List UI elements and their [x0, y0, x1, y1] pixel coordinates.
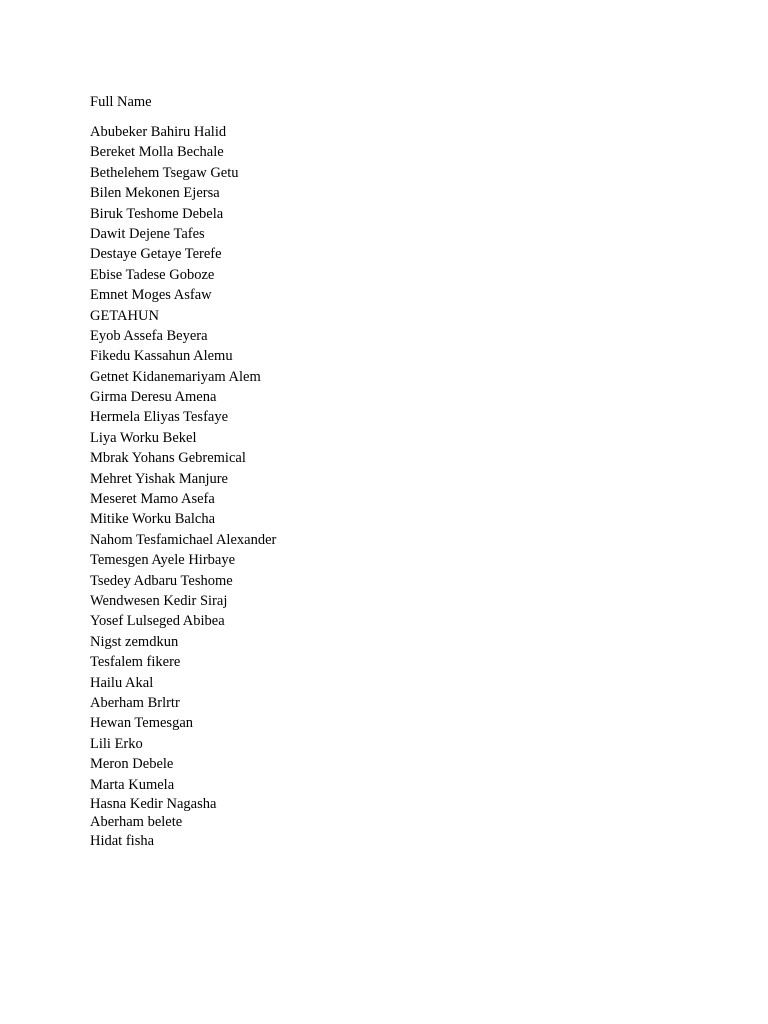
list-item: Meseret Mamo Asefa: [90, 491, 215, 508]
list-item: Dawit Dejene Tafes: [90, 225, 205, 242]
list-item: Bilen Mekonen Ejersa: [90, 185, 220, 202]
list-item: Nigst zemdkun: [90, 633, 179, 650]
list-item: Eyob Assefa Beyera: [90, 327, 208, 344]
list-item: Fikedu Kassahun Alemu: [90, 348, 233, 365]
name-list: [90, 122, 276, 850]
list-item: Biruk Teshome Debela: [90, 205, 224, 222]
list-item: Girma Deresu Amena: [90, 389, 217, 406]
list-item: Hermela Eliyas Tesfaye: [90, 409, 229, 426]
list-item: Ebise Tadese Goboze: [90, 266, 215, 283]
list-item: Mehret Yishak Manjure: [90, 470, 228, 487]
list-item: Hidat fisha: [90, 832, 155, 849]
list-item: Meron Debele: [90, 756, 174, 773]
list-item: Aberham belete: [90, 814, 183, 831]
list-item: Marta Kumela: [90, 776, 175, 793]
list-item: Hasna Kedir Nagasha: [90, 795, 217, 812]
list-item: Liya Worku Bekel: [90, 429, 197, 446]
list-item: Wendwesen Kedir Siraj: [90, 592, 228, 609]
list-item: Tsedey Adbaru Teshome: [90, 572, 233, 589]
list-item: Nahom Tesfamichael Alexander: [90, 531, 277, 548]
list-item: Emnet Moges Asfaw: [90, 287, 212, 304]
list-item: Destaye Getaye Terefe: [90, 246, 222, 263]
list-item: Yosef Lulseged Abibea: [90, 613, 225, 630]
list-item: Abubeker Bahiru Halid: [90, 124, 227, 140]
list-item: Temesgen Ayele Hirbaye: [90, 552, 236, 569]
list-item: Getnet Kidanemariyam Alem: [90, 368, 261, 385]
column-header: Full Name: [90, 94, 152, 110]
list-item: GETAHUN: [90, 307, 159, 324]
list-item: Mitike Worku Balcha: [90, 511, 216, 528]
list-item: Hewan Temesgan: [90, 715, 194, 732]
list-item: Tesfalem fikere: [90, 654, 181, 671]
list-item: Hailu Akal: [90, 674, 154, 691]
list-item: Aberham Brlrtr: [90, 694, 180, 711]
list-item: Bethelehem Tsegaw Getu: [90, 164, 239, 181]
list-item: Mbrak Yohans Gebremical: [90, 450, 246, 467]
list-item: Lili Erko: [90, 735, 143, 752]
list-item: Bereket Molla Bechale: [90, 144, 224, 161]
